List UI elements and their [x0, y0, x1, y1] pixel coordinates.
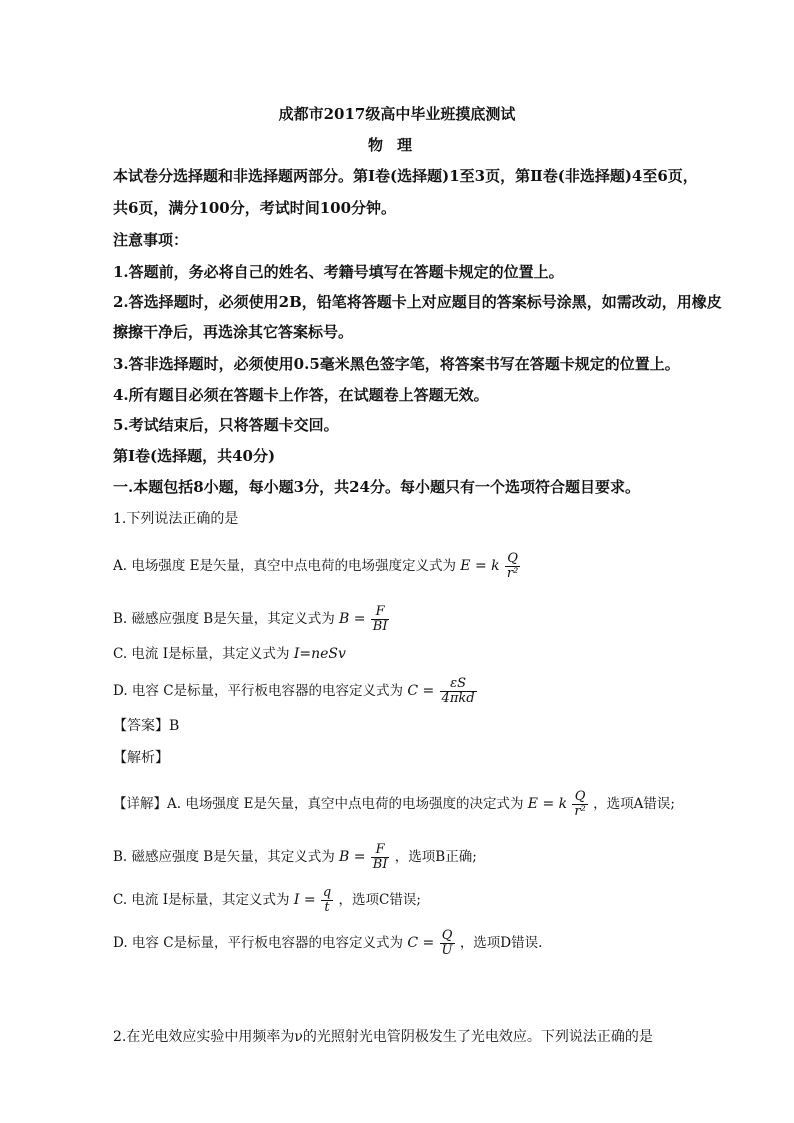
- detail-a-tail: ，选项A错误;: [593, 796, 675, 812]
- detail-c-tail: ，选项C错误;: [338, 892, 421, 908]
- q1-stem: 1.下列说法正确的是: [113, 511, 239, 527]
- subject-title: 物理: [367, 136, 426, 154]
- detail-a-den: r²: [574, 804, 586, 819]
- intro-line-2: 共6页，满分100分，考试时间100分钟。: [113, 199, 397, 217]
- detail-d-text: D. 电容 C是标量，平行板电容器的电容定义式为: [113, 935, 404, 951]
- detail-b-fraction: [371, 843, 390, 872]
- detail-d-lhs: C =: [407, 935, 435, 951]
- q1-detail-b: [113, 843, 477, 872]
- option-b-lhs: B =: [339, 611, 366, 627]
- option-d-text: D. 电容 C是标量，平行板电容器的电容定义式为: [113, 683, 404, 699]
- notice-heading: 注意事项：: [113, 231, 189, 249]
- option-a-den: r²: [506, 566, 519, 581]
- detail-d-den: U: [441, 943, 453, 958]
- q1-option-d: [113, 677, 478, 706]
- notice-item-2-cont: 擦擦干净后，再选涂其它答案标号。: [113, 323, 354, 341]
- detail-b-lhs: B =: [339, 849, 366, 865]
- detail-c-lhs: I =: [293, 892, 316, 908]
- detail-c-num: q: [322, 885, 332, 900]
- detail-b-num: F: [371, 843, 390, 858]
- notice-item-1: 1.答题前，务必将自己的姓名、考籍号填写在答题卡规定的位置上。: [113, 263, 564, 281]
- detail-d-tail: ，选项D错误.: [459, 935, 543, 951]
- detail-a-lhs: E = k: [527, 796, 568, 812]
- detail-b-text: B. 磁感应强度 B是矢量，其定义式为: [113, 849, 335, 865]
- detail-b-tail: ，选项B正确;: [394, 849, 477, 865]
- detail-d-fraction: [440, 929, 455, 958]
- section-instruction: 一.本题包括8小题，每小题3分，共24分。每小题只有一个选项符合题目要求。: [113, 478, 640, 496]
- intro-line-1: 本试卷分选择题和非选择题两部分。第Ⅰ卷(选择题)1至3页，第Ⅱ卷(非选择题)4至6页，: [113, 167, 698, 185]
- q1-detail-a: [113, 790, 675, 819]
- option-a-fraction: [505, 552, 520, 581]
- option-c-text: C. 电流 I是标量，其定义式为: [113, 646, 290, 662]
- option-d-fraction: [440, 677, 477, 706]
- q1-answer: 【答案】B: [113, 718, 180, 734]
- detail-c-fraction: [321, 886, 333, 915]
- notice-item-4: 4.所有题目必须在答题卡上作答，在试题卷上答题无效。: [113, 386, 489, 404]
- option-b-text: B. 磁感应强度 B是矢量，其定义式为: [113, 611, 335, 627]
- notice-item-3: 3.答非选择题时，必须使用0.5毫米黑色签字笔，将答案书写在答题卡规定的位置上。: [113, 355, 680, 373]
- q1-detail-d: [113, 929, 542, 958]
- detail-c-text: C. 电流 I是标量，其定义式为: [113, 892, 290, 908]
- detail-a-text: 【详解】A. 电场强度 E是矢量，真空中点电荷的电场强度的决定式为: [113, 796, 524, 812]
- notice-item-5: 5.考试结束后，只将答题卡交回。: [113, 416, 339, 434]
- detail-a-fraction: [572, 790, 587, 819]
- option-b-fraction: [371, 605, 390, 634]
- option-c-formula: I=neSv: [293, 646, 346, 662]
- option-a-lhs: E = k: [460, 558, 500, 574]
- detail-d-num: Q: [440, 929, 455, 944]
- q1-option-b: [113, 605, 390, 634]
- option-a-text: A. 电场强度 E是矢量，真空中点电荷的电场强度定义式为: [113, 558, 456, 574]
- q1-option-a: [113, 552, 521, 581]
- detail-a-num: Q: [572, 790, 587, 805]
- q1-detail-c: [113, 886, 421, 915]
- q1-option-c: [113, 644, 346, 664]
- detail-b-den: BI: [372, 857, 388, 872]
- option-b-den: BI: [372, 619, 388, 634]
- detail-c-den: t: [324, 900, 330, 915]
- option-d-den: 4πkd: [441, 691, 475, 706]
- option-b-num: F: [371, 605, 390, 620]
- notice-item-2: 2.答选择题时，必须使用2B，铅笔将答题卡上对应题目的答案标号涂黑，如需改动，用橡皮: [113, 293, 722, 311]
- q1-analysis-heading: 【解析】: [113, 750, 169, 766]
- exam-title: 成都市2017级高中毕业班摸底测试: [278, 105, 516, 123]
- option-d-num: εS: [440, 677, 477, 692]
- q2-stem: 2.在光电效应实验中用频率为ν的光照射光电管阴极发生了光电效应。下列说法正确的是: [113, 1029, 653, 1045]
- option-d-lhs: C =: [407, 683, 435, 699]
- section-part: 第Ⅰ卷(选择题，共40分): [113, 447, 276, 465]
- option-a-num: Q: [505, 552, 520, 567]
